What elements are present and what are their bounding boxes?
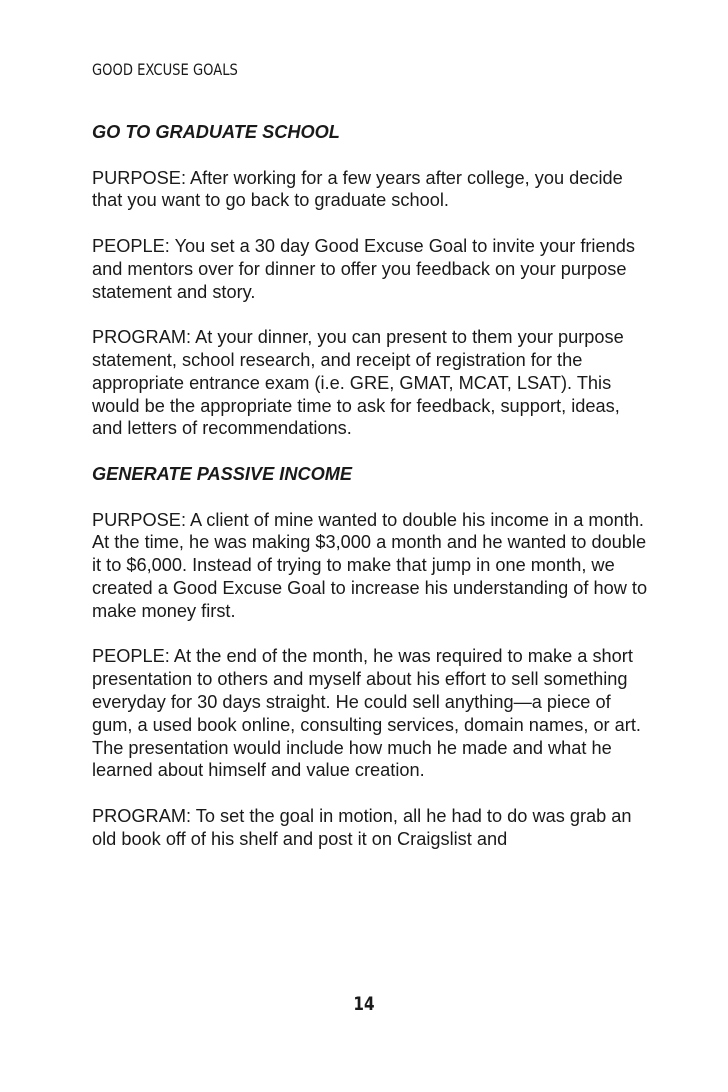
paragraph-people: PEOPLE: You set a 30 day Good Excuse Goal to invite your friends and mentors over for dinner to offer you feedback on your purpose statement and story. (92, 235, 635, 302)
page-number: 14 (353, 993, 375, 1015)
section-heading-passive-income: GENERATE PASSIVE INCOME (92, 463, 353, 484)
paragraph-people: PEOPLE: At the end of the month, he was required to make a short presentation to others and myself about his effort to sell something everyday for 30 days straight. He could sell anything—a piece of gum, a used book online, consulting services, domain names, or art. The presentation would include how much he made and what he learned about himself and value creation. (92, 646, 641, 781)
paragraph-program: PROGRAM: To set the goal in motion, all he had to do was grab an old book off of his shelf and post it on Craigslist and (92, 805, 632, 849)
paragraph-purpose: PURPOSE: After working for a few years after college, you decide that you want to go back to graduate school. (92, 167, 623, 211)
page-body (92, 121, 652, 851)
section-heading-graduate-school: GO TO GRADUATE SCHOOL (92, 122, 340, 142)
running-header: GOOD EXCUSE GOALS (92, 60, 238, 79)
paragraph-program: PROGRAM: At your dinner, you can present to them your purpose statement, school research, and receipt of registration for the appropriate entrance exam (i.e. GRE, GMAT, MCAT, LSAT). This would be the appropriate time to ask for feedback, support, ideas, and letters of recommendations. (92, 327, 624, 439)
paragraph-purpose: PURPOSE: A client of mine wanted to double his income in a month. At the time, he was making $3,000 a month and he wanted to double it to $6,000. Instead of trying to make that jump in one month, we created a Good Excuse Goal to increase his understanding of how to make money first. (92, 509, 648, 621)
